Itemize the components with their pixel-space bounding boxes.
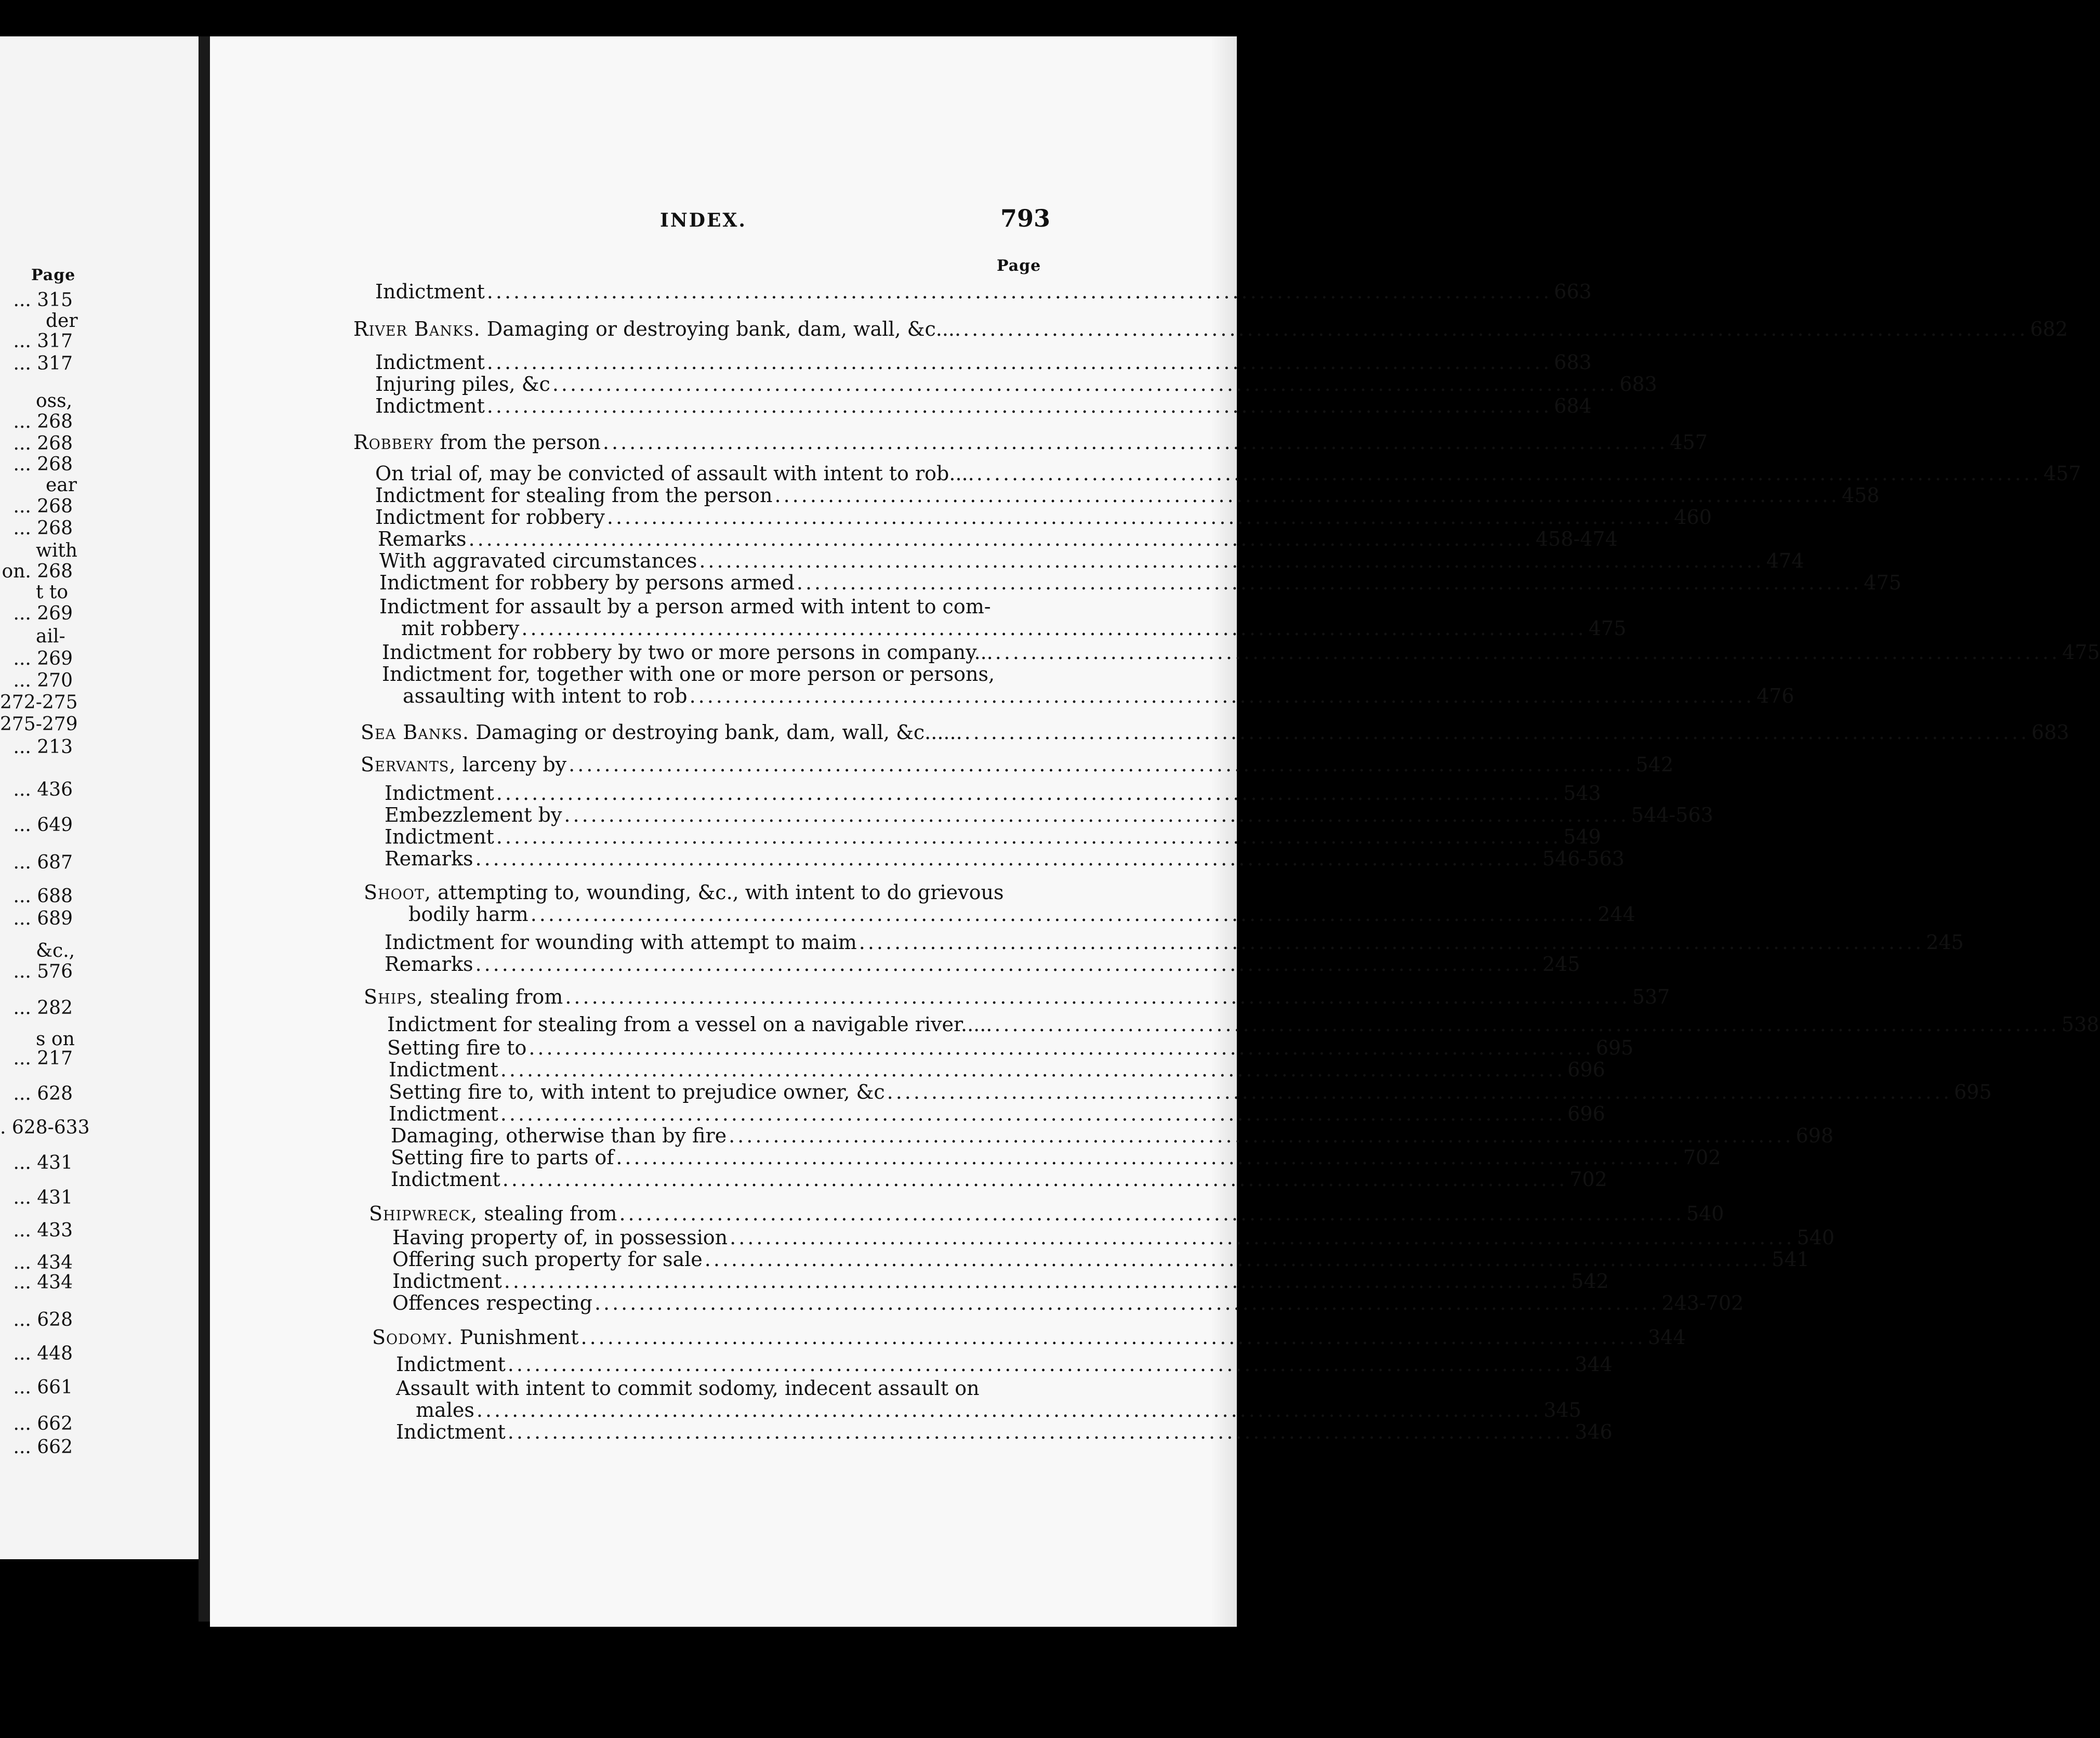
leader-dots: ........................................................................................................................ xyxy=(796,571,1862,594)
index-entry-label: Indictment xyxy=(385,782,494,805)
leader-dots: ........................................................................................................................ xyxy=(475,953,1540,976)
page-reference: 695 xyxy=(1595,1036,1634,1059)
left-page-entry: ... 268 xyxy=(13,454,73,475)
left-page-entry: ... 628 xyxy=(13,1309,73,1331)
index-subentry xyxy=(378,528,1618,550)
page-reference: 458-474 xyxy=(1535,528,1618,550)
leader-dots: ........................................................................................................................ xyxy=(859,931,1924,954)
left-page-entry: ... 689 xyxy=(13,908,73,929)
index-entry-label: from the person xyxy=(433,431,601,454)
index-subentry xyxy=(385,847,1624,870)
left-page-fragment: &c., xyxy=(36,940,75,962)
index-subentry xyxy=(416,1399,1581,1421)
index-subentry xyxy=(392,1248,1810,1271)
page-reference: 475 xyxy=(1588,617,1627,640)
page-reference: 538 xyxy=(2061,1013,2099,1036)
left-page-fragment: ail- xyxy=(36,626,65,647)
page-reference: 475 xyxy=(2062,641,2100,664)
page-reference: 474 xyxy=(1766,549,1804,572)
index-subentry xyxy=(403,684,1794,707)
left-page-entry: ... 315 xyxy=(13,289,73,311)
leader-dots: ........................................................................................................................ xyxy=(530,903,1596,926)
index-subentry xyxy=(396,1353,1613,1376)
page-reference: 696 xyxy=(1567,1102,1605,1125)
index-heading-entry xyxy=(364,985,1670,1008)
page-reference: 684 xyxy=(1554,394,1592,417)
index-subentry xyxy=(408,903,1635,926)
index-subentry xyxy=(387,1013,2099,1036)
page-number: 793 xyxy=(1000,204,1051,232)
index-entry-label: bodily harm xyxy=(408,903,529,926)
index-subentry xyxy=(385,782,1601,805)
index-entry-label: Indictment for stealing from a vessel on a navigable river..... xyxy=(387,1013,993,1036)
index-entry-label: males xyxy=(416,1399,474,1421)
left-page-entry: on. 268 xyxy=(2,561,73,582)
index-subentry xyxy=(382,641,2100,664)
leader-dots: ........................................................................................................................ xyxy=(619,1202,1684,1225)
left-page-entry: ... 688 xyxy=(13,886,73,907)
page-reference: 344 xyxy=(1648,1326,1686,1349)
page-reference: 683 xyxy=(1619,373,1657,396)
page-reference: 245 xyxy=(1926,931,1964,954)
left-page-entry: ... 268 xyxy=(13,411,73,432)
index-entry-line xyxy=(379,596,991,617)
left-page-entry: ... 662 xyxy=(13,1413,73,1434)
index-heading: Servants, xyxy=(361,753,456,776)
index-subentry xyxy=(379,549,1804,572)
leader-dots: ........................................................................................................................ xyxy=(500,1058,1566,1081)
index-entry-label: Offering such property for sale xyxy=(392,1248,703,1271)
page-reference: 698 xyxy=(1795,1124,1834,1147)
index-heading: Ships, xyxy=(364,985,424,1008)
index-heading: River Banks. xyxy=(353,318,481,340)
index-heading: Shoot, xyxy=(364,881,431,904)
leader-dots: ........................................................................................................................ xyxy=(565,985,1630,1008)
leader-dots: ........................................................................................................................ xyxy=(502,1168,1568,1191)
page-reference: 543 xyxy=(1563,782,1601,805)
index-entry-label: Setting fire to xyxy=(387,1036,527,1059)
index-heading: Shipwreck, xyxy=(369,1202,478,1225)
index-entry-label: Indictment xyxy=(389,1102,498,1125)
leader-dots: ........................................................................................................................ xyxy=(594,1292,1660,1314)
left-page-entry: ... 434 xyxy=(13,1252,73,1273)
index-subentry xyxy=(385,825,1601,848)
left-page-fragment: t to xyxy=(36,582,69,603)
index-entry-label: Indictment for robbery by persons armed xyxy=(379,571,795,594)
leader-dots: ........................................................................................................................ xyxy=(602,431,1668,454)
index-entry-label: Offences respecting xyxy=(392,1292,592,1314)
index-entry-label: Indictment for wounding with attempt to maim xyxy=(385,931,857,954)
index-entry-label: Indictment for robbery xyxy=(375,506,605,529)
index-entry-label: Indictment xyxy=(391,1168,500,1191)
index-entry-label: mit robbery xyxy=(401,617,520,640)
left-page-entry: ... 661 xyxy=(13,1377,73,1398)
index-heading: Robbery xyxy=(353,431,434,454)
leader-dots: ........................................................................................................................ xyxy=(486,351,1552,374)
left-page-entry: ... 317 xyxy=(13,353,73,374)
left-page-entry: ... 213 xyxy=(13,736,73,758)
index-entry-line xyxy=(396,1377,980,1399)
leader-dots: ........................................................................................................................ xyxy=(729,1124,1794,1147)
page-reference: 460 xyxy=(1674,506,1712,529)
page-reference: 683 xyxy=(2031,721,2069,744)
index-subentry xyxy=(375,394,1592,417)
leader-dots: ........................................................................................................................ xyxy=(569,753,1634,776)
left-page-entry: ... 269 xyxy=(13,603,73,624)
index-subentry xyxy=(389,1102,1605,1125)
leader-dots: ........................................................................................................................ xyxy=(976,462,2042,485)
page-reference: 458 xyxy=(1842,484,1880,507)
index-subentry xyxy=(392,1270,1609,1293)
left-page-entry: ... 433 xyxy=(13,1220,73,1241)
left-page-fragment: s on xyxy=(36,1029,75,1050)
page-reference: 542 xyxy=(1635,753,1674,776)
index-entry-label: assaulting with intent to rob xyxy=(403,684,688,707)
page-reference: 245 xyxy=(1542,953,1580,976)
page-reference: 457 xyxy=(2043,462,2081,485)
leader-dots: ........................................................................................................................ xyxy=(507,1420,1573,1443)
leader-dots: ........................................................................................................................ xyxy=(994,1013,2059,1036)
index-entry-label: Injuring piles, &c xyxy=(375,373,550,396)
index-entry-text: Assault with intent to commit sodomy, indecent assault on xyxy=(396,1377,980,1400)
index-entry-label: Damaging or destroying bank, dam, wall, &c...... xyxy=(469,721,962,744)
index-entry-label: Damaging or destroying bank, dam, wall, &c.... xyxy=(480,318,961,340)
leader-dots: ........................................................................................................................ xyxy=(486,280,1552,303)
left-page-entry: ... 662 xyxy=(13,1437,73,1458)
left-page-entry: ... 317 xyxy=(13,331,73,352)
leader-dots: ........................................................................................................................ xyxy=(475,847,1540,870)
index-entry-label: Embezzlement by xyxy=(385,804,562,826)
left-page-entry: ... 268 xyxy=(13,433,73,454)
index-entry-label: Indictment xyxy=(375,351,485,374)
page-reference: 475 xyxy=(1864,571,1901,594)
page-reference: 457 xyxy=(1670,431,1708,454)
page-reference: 702 xyxy=(1569,1168,1607,1191)
page-column-label: Page xyxy=(997,257,1041,275)
leader-dots: ........................................................................................................................ xyxy=(468,528,1534,550)
index-entry-label: Indictment xyxy=(392,1270,502,1293)
index-entry-label: Indictment xyxy=(375,394,485,417)
leader-dots: ........................................................................................................................ xyxy=(500,1102,1566,1125)
index-entry-label: Having property of, in possession xyxy=(392,1226,728,1249)
leader-dots: ........................................................................................................................ xyxy=(564,804,1629,826)
index-entry-label: Damaging, otherwise than by fire xyxy=(391,1124,727,1147)
index-subentry xyxy=(391,1146,1721,1169)
index-entry-label: Setting fire to parts of xyxy=(391,1146,614,1169)
page-reference: 541 xyxy=(1772,1248,1810,1271)
leader-dots: ........................................................................................................................ xyxy=(774,484,1840,507)
index-subentry xyxy=(375,280,1592,303)
page-reference: 542 xyxy=(1571,1270,1609,1293)
left-page-entry: ... 269 xyxy=(13,648,73,669)
page-reference: 682 xyxy=(2030,318,2068,340)
index-heading-entry xyxy=(369,1202,1724,1225)
left-page-entry: ... 268 xyxy=(13,496,73,517)
leader-dots: ........................................................................................................................ xyxy=(616,1146,1681,1169)
index-subentry xyxy=(375,373,1657,396)
leader-dots: ........................................................................................................................ xyxy=(580,1326,1646,1349)
index-entry-label: larceny by xyxy=(456,753,567,776)
index-entry-label: Indictment xyxy=(375,280,485,303)
page-reference: 544-563 xyxy=(1631,804,1713,826)
index-subentry xyxy=(385,931,1964,954)
page-reference: 549 xyxy=(1563,825,1601,848)
index-entry-label: Indictment for stealing from the person xyxy=(375,484,773,507)
left-page-entry: ... 649 xyxy=(13,814,73,836)
index-subentry xyxy=(375,351,1592,374)
index-entry-line xyxy=(382,663,995,685)
leader-dots: ........................................................................................................................ xyxy=(730,1226,1795,1249)
index-entry-label: Indictment for robbery by two or more persons in company... xyxy=(382,641,993,664)
leader-dots: ........................................................................................................................ xyxy=(887,1081,1952,1103)
page-reference: 244 xyxy=(1597,903,1635,926)
leader-dots: ........................................................................................................................ xyxy=(552,373,1618,396)
index-subentry xyxy=(379,571,1901,594)
index-heading-entry xyxy=(361,753,1674,776)
left-page-entry: 275-279 xyxy=(0,714,78,735)
page-reference: 346 xyxy=(1575,1420,1613,1443)
page-reference: 540 xyxy=(1686,1202,1724,1225)
left-page-fragment: der xyxy=(46,310,78,332)
index-heading: Sodomy. xyxy=(372,1326,454,1349)
index-subentry xyxy=(387,1036,1634,1059)
leader-dots: ........................................................................................................................ xyxy=(476,1399,1542,1421)
leader-dots: ........................................................................................................................ xyxy=(507,1353,1573,1376)
left-page-entry: ... 270 xyxy=(13,670,73,691)
leader-dots: ........................................................................................................................ xyxy=(504,1270,1569,1293)
index-heading-entry xyxy=(353,431,1708,454)
index-entry-label: stealing from xyxy=(478,1202,617,1225)
page-reference: 695 xyxy=(1954,1081,1992,1103)
left-page-fragment: oss, xyxy=(36,390,73,412)
page-reference: 696 xyxy=(1567,1058,1605,1081)
running-title: INDEX. xyxy=(660,209,747,231)
leader-dots: ........................................................................................................................ xyxy=(995,641,2061,664)
left-page-entry: 272-275 xyxy=(0,692,78,713)
index-entry-text: Indictment for, together with one or more person or persons, xyxy=(382,663,995,686)
index-subentry xyxy=(392,1292,1744,1314)
left-page-entry: ... 448 xyxy=(13,1343,73,1364)
page-reference: 537 xyxy=(1632,985,1670,1008)
index-entry-text: attempting to, wounding, &c., with intent to do grievous xyxy=(431,881,1004,904)
index-subentry xyxy=(392,1226,1835,1249)
index-entry-label: Indictment xyxy=(389,1058,498,1081)
index-entry-label: stealing from xyxy=(424,985,563,1008)
leader-dots: ........................................................................................................................ xyxy=(699,549,1764,572)
index-subentry xyxy=(401,617,1627,640)
index-subentry xyxy=(375,484,1880,507)
page-reference: 702 xyxy=(1683,1146,1721,1169)
index-entry-label: Remarks xyxy=(385,847,473,870)
leader-dots: ........................................................................................................................ xyxy=(521,617,1587,640)
leader-dots: ........................................................................................................................ xyxy=(529,1036,1594,1059)
page-reference: 546-563 xyxy=(1542,847,1624,870)
leader-dots: ........................................................................................................................ xyxy=(704,1248,1770,1271)
page-reference: 344 xyxy=(1575,1353,1613,1376)
left-page-entry: ... 628 xyxy=(13,1083,73,1104)
left-page-entry: ... 431 xyxy=(13,1187,73,1208)
index-heading: Sea Banks. xyxy=(361,721,470,744)
index-entry-label: Indictment xyxy=(385,825,494,848)
left-page-entry: . 628-633 xyxy=(0,1117,90,1138)
index-subentry xyxy=(375,462,2081,485)
index-subentry xyxy=(375,506,1712,529)
index-entry-label: Remarks xyxy=(378,528,467,550)
page-reference: 243-702 xyxy=(1661,1292,1744,1314)
leader-dots: ........................................................................................................................ xyxy=(496,825,1562,848)
index-subentry xyxy=(389,1058,1605,1081)
leader-dots: ........................................................................................................................ xyxy=(606,506,1672,529)
leader-dots: ........................................................................................................................ xyxy=(963,318,2028,340)
left-page-fragment: with xyxy=(36,540,77,561)
leader-dots: ........................................................................................................................ xyxy=(496,782,1562,805)
leader-dots: ........................................................................................................................ xyxy=(689,684,1755,707)
index-entry-text: Indictment for assault by a person armed with intent to com- xyxy=(379,595,991,618)
index-entry-label: On trial of, may be convicted of assault with intent to rob.... xyxy=(375,462,974,485)
index-entry-line xyxy=(364,881,1003,903)
index-subentry xyxy=(396,1420,1613,1443)
left-page-entry: ... 282 xyxy=(13,997,73,1019)
index-entry-label: With aggravated circumstances xyxy=(379,549,697,572)
leader-dots: ........................................................................................................................ xyxy=(486,394,1552,417)
left-page-entry: ... 576 xyxy=(13,961,73,982)
index-entry-label: Indictment xyxy=(396,1353,506,1376)
left-page-entry: ... 431 xyxy=(13,1152,73,1174)
index-entry-label: Punishment xyxy=(453,1326,579,1349)
index-subentry xyxy=(385,953,1580,976)
index-heading-entry xyxy=(353,318,2068,340)
left-page-column-label: Page xyxy=(31,266,76,284)
left-page-entry: ... 434 xyxy=(13,1272,73,1293)
index-entry-label: Remarks xyxy=(385,953,473,976)
index-entry-label: Setting fire to, with intent to prejudice owner, &c xyxy=(389,1081,885,1103)
page-reference: 476 xyxy=(1756,684,1794,707)
leader-dots: ........................................................................................................................ xyxy=(964,721,2030,744)
left-page-fragment: ear xyxy=(46,475,77,496)
index-heading-entry xyxy=(361,721,2069,744)
index-entry-label: Indictment xyxy=(396,1420,506,1443)
left-page-entry: ... 687 xyxy=(13,852,73,873)
book-gutter xyxy=(199,36,210,1622)
index-subentry xyxy=(391,1124,1834,1147)
page-reference: 540 xyxy=(1797,1226,1835,1249)
index-subentry xyxy=(385,804,1713,826)
page-reference: 663 xyxy=(1554,280,1592,303)
index-subentry xyxy=(391,1168,1607,1191)
page-reference: 345 xyxy=(1543,1399,1581,1421)
index-subentry xyxy=(389,1081,1992,1103)
left-page-entry: ... 268 xyxy=(13,518,73,539)
left-page-entry: ... 217 xyxy=(13,1048,73,1069)
left-page-entry: ... 436 xyxy=(13,779,73,800)
page-reference: 683 xyxy=(1554,351,1592,374)
index-heading-entry xyxy=(372,1326,1686,1349)
